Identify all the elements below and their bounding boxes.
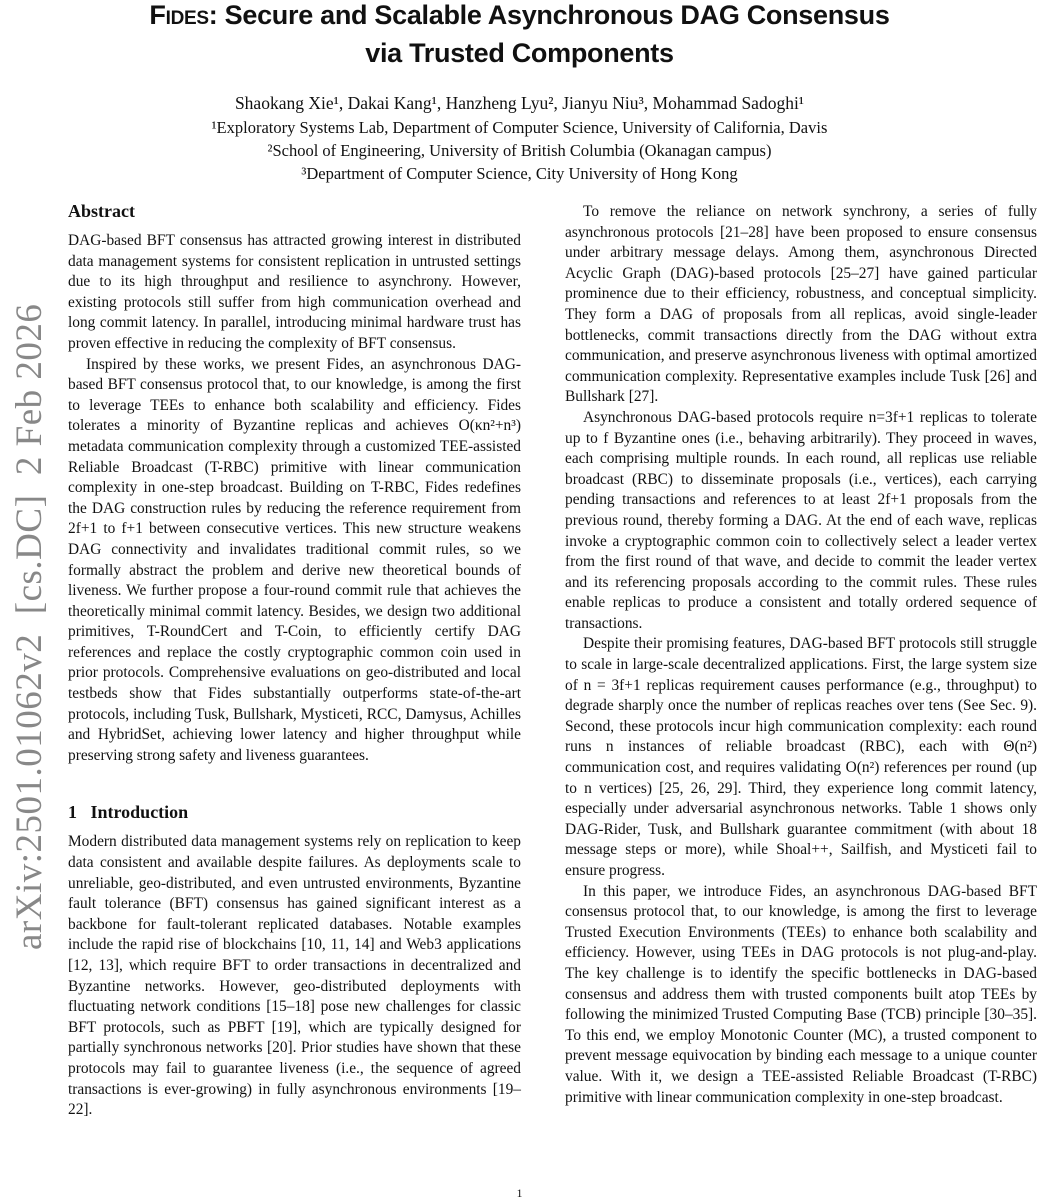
intro-paragraph: In this paper, we introduce Fides, an asynchronous DAG-based BFT consensus protocol that, to our knowledge, is among the first to leverage Trusted Execution Environments (TEEs) to enhance both scalability and efficiency. However, using TEEs in DAG protocols is not plug-and-play. The key challenge is to identify the specific bottlenecks in DAG-based consensus and address them with trusted components built atop TEEs by following the minimized Trusted Computing Base (TCB) principle [30–35]. To this end, we employ Monotonic Counter (MC), a trusted component to prevent message equivocation by binding each message to a unique counter value. With it, we design a TEE-assisted Reliable Broadcast (T-RBC) primitive with linear communication complexity in one-step broadcast. xyxy=(565,882,1037,1106)
intro-paragraph: Modern distributed data management systems rely on replication to keep data consistent and available despite failures. As deployments scale to unreliable, geo-distributed, and even untrusted environments, Byzantine fault tolerance (BFT) consensus has gained significant interest as a backbone for fault-tolerant replicated databases. Notable examples include the rapid rise of blockchains [10, 11, 14] and Web3 applications [12, 13], which require BFT to order transactions in decentralized and Byzantine networks. However, geo-distributed deployments with fluctuating network conditions [15–18] pose new challenges for classic BFT protocols, such as PBFT [19], which are typically designed for partially synchronous networks [20]. Prior studies have shown that these protocols may fail to guarantee liveness (i.e., the sequence of agreed transactions is ever-growing) in fully asynchronous environments [19–22]. xyxy=(68,833,521,1119)
intro-paragraph: To remove the reliance on network synchrony, a series of fully asynchronous protocols [21–28] have been proposed to ensure consensus under arbitrary message delays. Among them, asynchronous Directed Acyclic Graph (DAG)-based protocols [25–27] have gained particular prominence due to their efficiency, robustness, and conceptual simplicity. They form a DAG of proposals from all replicas, avoid single-leader bottlenecks, commit transactions directly from the DAG without extra communication, and preserve asynchronous liveness with optimal amortized communication complexity. Representative examples include Tusk [26] and Bullshark [27]. xyxy=(565,203,1037,406)
abstract-paragraph: Inspired by these works, we present Fides, an asynchronous DAG-based BFT consensus protocol that, to our knowledge, is among the first to leverage TEEs to enhance both scalability and efficiency. Fides tolerates a minority of Byzantine replicas and achieves O(κn²+n³) metadata communication complexity through a customized TEE-assisted Reliable Broadcast (T-RBC) primitive with linear communication complexity in one-step broadcast. Building on T-RBC, Fides redefines the DAG construction rules by reducing the reference requirement from 2f+1 to f+1 between consecutive vertices. This new structure weakens DAG connectivity and invalidates traditional commit rules, so we formally abstract the problem and derive new theoretical bounds of liveness. We further propose a four-round commit rule that achieves the theoretically minimal commit latency. Besides, we design two additional primitives, T-RoundCert and T-Coin, to efficiently certify DAG references and replace the costly cryptographic common coin used in prior protocols. Comprehensive evaluations on geo-distributed and local testbeds show that Fides substantially outperforms state-of-the-art protocols, including Tusk, Bullshark, Mysticeti, RCC, Damysus, Achilles and HybridSet, achieving lower latency and higher throughput while preserving strong safety and liveness guarantees. xyxy=(68,355,521,764)
author-list: Shaokang Xie¹, Dakai Kang¹, Hanzheng Lyu², Jianyu Niu³, Mohammad Sadoghi¹ xyxy=(234,93,805,113)
section-number: 1 xyxy=(68,802,77,823)
title-line-2: via Trusted Components xyxy=(365,38,674,68)
left-column xyxy=(68,199,521,1121)
intro-paragraph: Despite their promising features, DAG-based BFT protocols still struggle to scale in large-scale decentralized applications. First, the large system size of n = 3f+1 replicas requirement causes performance (e.g., throughput) to degrade sharply once the number of replicas reaches over tens (See Sec. 9). Second, these protocols incur high communication complexity: each round runs n instances of reliable broadcast (RBC), each with Θ(n²) communication cost, and requires validating O(n²) references per round (up to n vertices) [25, 26, 29]. Third, they experience long commit latency, especially under adversarial asynchronous networks. Table 1 shows only DAG-Rider, Tusk, and Bullshark guarantee commitment (with about 18 message steps or more), while Shoal++, Sailfish, and Mysticeti fail to ensure progress. xyxy=(565,635,1037,879)
page-number: 1 xyxy=(516,1186,523,1200)
title-line-1: : Secure and Scalable Asynchronous DAG Consensus xyxy=(208,0,890,30)
affiliation-3: ³Department of Computer Science, City University of Hong Kong xyxy=(301,164,738,183)
title-system-name: Fides xyxy=(149,0,209,30)
section-title: Introduction xyxy=(90,802,189,823)
paper-title xyxy=(0,0,1039,72)
affiliation-2: ²School of Engineering, University of British Columbia (Okanagan campus) xyxy=(267,141,772,160)
right-column xyxy=(565,202,1037,1108)
abstract-heading: Abstract xyxy=(68,201,135,221)
affiliation-1: ¹Exploratory Systems Lab, Department of Computer Science, University of California, Davis xyxy=(211,118,828,137)
intro-paragraph: Asynchronous DAG-based protocols require n=3f+1 replicas to tolerate up to f Byzantine ones (i.e., behaving arbitrarily). They proceed in waves, each comprising multiple rounds. In each round, all replicas use reliable broadcast (RBC) to disseminate proposals (i.e., vertices), each carrying pending transactions and references to at least 2f+1 proposals from the previous round, thereby forming a DAG. At the end of each wave, replicas invoke a cryptographic common coin to collectively select a leader vertex from the first round of that wave, and decide to commit the leader vertex and its referencing proposals according to the commit rules. These rules enable replicas to produce a consistent and totally ordered sequence of transactions. xyxy=(565,408,1037,632)
abstract-paragraph: DAG-based BFT consensus has attracted growing interest in distributed data management systems for consistent replication in untrusted settings due to its high throughput and resilience to asynchrony. However, existing protocols still suffer from high communication overhead and long commit latency. In parallel, introducing minimal hardware trust has proven effective in reducing the complexity of BFT consensus. xyxy=(68,232,521,352)
introduction-heading xyxy=(68,800,521,824)
arxiv-identifier-stamp: arXiv:2501.01062v2 [cs.DC] 2 Feb 2026 xyxy=(9,303,50,950)
